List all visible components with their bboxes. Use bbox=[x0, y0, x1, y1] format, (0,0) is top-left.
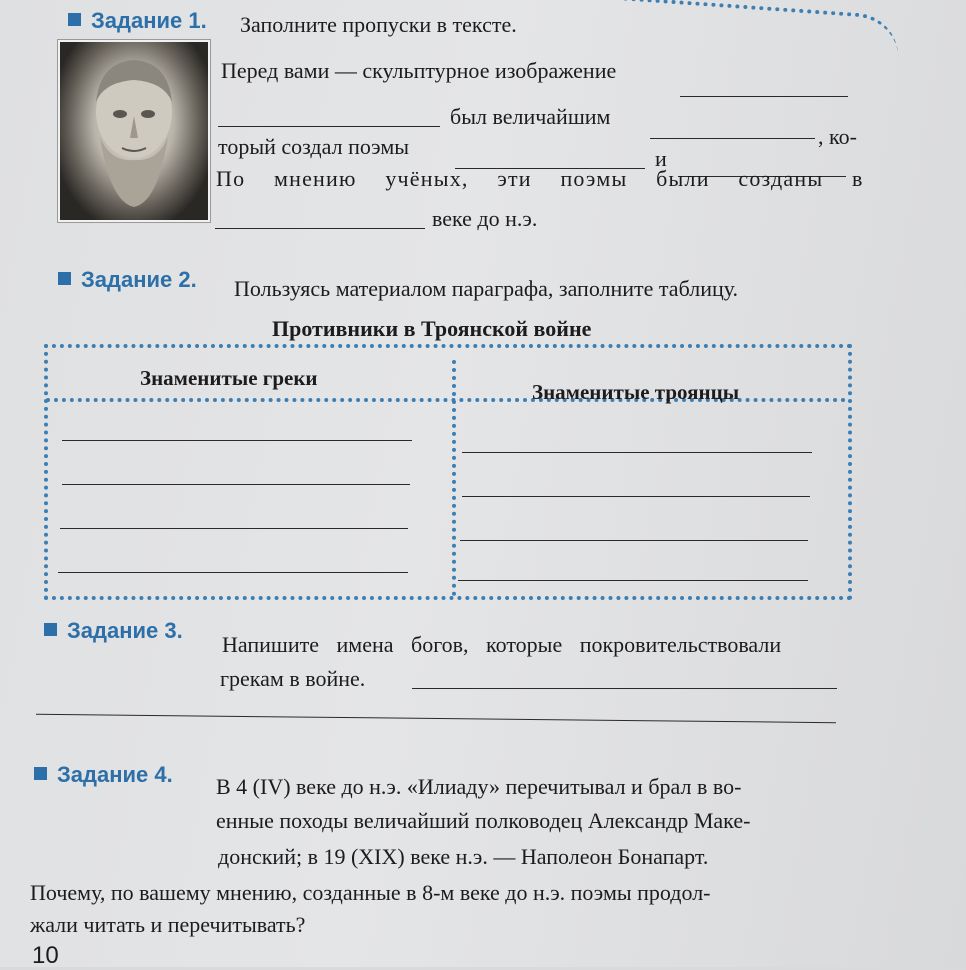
task1-instruction: Заполните пропуски в тексте. bbox=[240, 12, 517, 37]
task1-heading bbox=[68, 8, 207, 34]
task1-line3: торый создал поэмы bbox=[218, 134, 410, 159]
decorative-dotted-border bbox=[559, 0, 901, 60]
task1-line1: Перед вами — скульптурное изображение bbox=[221, 58, 617, 83]
task3-instruction-line1: Напишите имена богов, которые покровительствовали bbox=[222, 632, 782, 657]
task1-label: Задание 1. bbox=[91, 8, 207, 33]
blank-line-1[interactable] bbox=[680, 96, 848, 97]
task4-line2: енные походы величайший полководец Александр Маке- bbox=[216, 808, 751, 833]
trojans-blank-4[interactable] bbox=[458, 580, 808, 581]
bust-drawing bbox=[60, 42, 208, 220]
task2-heading bbox=[58, 267, 197, 293]
task1-line2: был величайшим bbox=[450, 104, 611, 129]
gods-blank-2[interactable] bbox=[36, 714, 836, 723]
greeks-blank-1[interactable] bbox=[62, 440, 412, 441]
bullet-square-icon bbox=[68, 13, 81, 26]
task4-label: Задание 4. bbox=[57, 762, 173, 787]
task4-line1: В 4 (IV) веке до н.э. «Илиаду» перечитывал и брал в во- bbox=[216, 774, 742, 799]
task3-instruction-line2: грекам в войне. bbox=[220, 666, 366, 691]
task3-label: Задание 3. bbox=[67, 618, 183, 643]
blank-line-6[interactable] bbox=[215, 228, 425, 229]
task1-line2-end: , ко- bbox=[818, 124, 857, 149]
task2-instruction: Пользуясь материалом параграфа, заполните таблицу. bbox=[234, 276, 739, 301]
column-header-greeks: Знаменитые греки bbox=[140, 366, 318, 390]
blank-line-2[interactable] bbox=[218, 126, 440, 127]
bullet-square-icon bbox=[58, 272, 71, 285]
task1-line5: веке до н.э. bbox=[432, 206, 538, 231]
trojans-blank-3[interactable] bbox=[460, 540, 808, 541]
greeks-blank-4[interactable] bbox=[58, 572, 408, 573]
trojans-blank-2[interactable] bbox=[462, 496, 810, 497]
table-column-divider bbox=[452, 360, 456, 596]
page-number: 10 bbox=[32, 942, 59, 969]
blank-line-3[interactable] bbox=[650, 138, 815, 139]
task1-line4: По мнению учёных, эти поэмы были созданы в bbox=[216, 166, 864, 191]
column-header-trojans: Знаменитые троянцы bbox=[532, 380, 740, 404]
homer-bust-image bbox=[58, 40, 210, 222]
task4-question-line2: жали читать и перечитывать? bbox=[30, 912, 306, 937]
table-title: Противники в Троянской войне bbox=[272, 316, 592, 341]
task4-line3: донский; в 19 (XIX) веке н.э. — Наполеон Бонапарт. bbox=[218, 844, 709, 869]
bullet-square-icon bbox=[44, 623, 57, 636]
task4-heading bbox=[34, 762, 173, 788]
gods-blank-1[interactable] bbox=[412, 688, 837, 689]
task2-label: Задание 2. bbox=[81, 267, 197, 292]
greeks-blank-2[interactable] bbox=[62, 484, 410, 485]
trojans-blank-1[interactable] bbox=[462, 452, 812, 453]
task3-heading bbox=[44, 618, 183, 644]
bullet-square-icon bbox=[34, 767, 47, 780]
greeks-blank-3[interactable] bbox=[60, 528, 408, 529]
task1-line3-and: и bbox=[655, 146, 667, 171]
task4-question-line1: Почему, по вашему мнению, созданные в 8-м веке до н.э. поэмы продол- bbox=[30, 880, 711, 905]
